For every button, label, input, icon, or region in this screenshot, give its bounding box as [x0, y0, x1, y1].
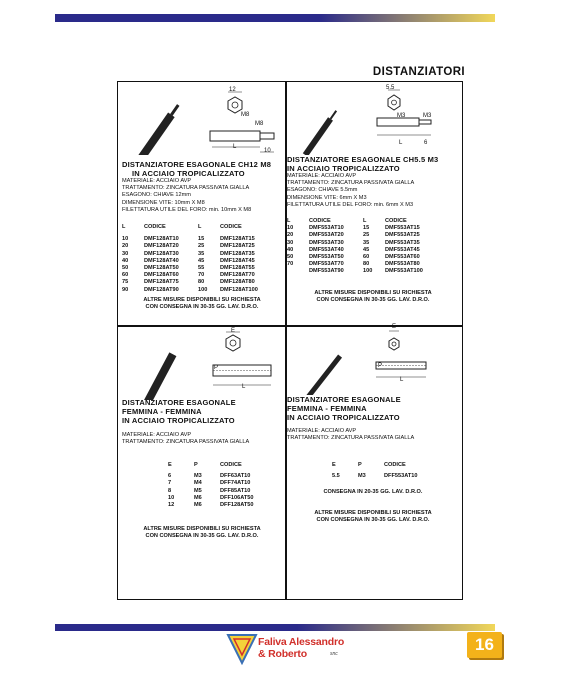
cell: 40 — [122, 257, 129, 264]
tr-code-table — [287, 218, 427, 276]
cell: DMF128AT100 — [220, 286, 258, 293]
br-title-line-3: IN ACCIAIO TROPICALIZZATO — [287, 413, 400, 422]
standoff-ch55-drawing — [292, 85, 457, 155]
table-row — [122, 272, 262, 279]
tr-dim-label-m3-side: M3 — [423, 113, 432, 119]
table-row — [287, 247, 427, 254]
br-code-table — [332, 462, 421, 480]
footer-decorative-bar — [55, 624, 495, 631]
cell: 8 — [168, 487, 172, 494]
table-row — [122, 265, 262, 272]
table-row — [287, 232, 427, 239]
cell: DFF106AT50 — [220, 494, 254, 501]
bl-note-line-2: CON CONSEGNA IN 30-35 GG. LAV. D.R.O. — [145, 533, 259, 539]
cell: 15 — [363, 225, 370, 232]
cell: 10 — [287, 225, 294, 232]
tr-meta-2: TRATTAMENTO: ZINCATURA PASSIVATA GIALLA — [287, 180, 415, 187]
table-row — [168, 473, 257, 480]
tl-dim-label-10: 10 — [264, 148, 271, 154]
cell: 75 — [122, 279, 129, 286]
tl-dim-label-l: L — [233, 144, 237, 150]
br-note-line-2: CON CONSEGNA IN 30-35 GG. LAV. D.R.O. — [316, 517, 430, 523]
tr-title-line-2: IN ACCIAIO TROPICALIZZATO — [287, 164, 400, 173]
cell: 60 — [363, 254, 370, 261]
cell: 10 — [122, 236, 129, 243]
tr-meta-4: DIMENSIONE VITE: 6mm X M3 — [287, 194, 367, 201]
table-row — [287, 240, 427, 247]
table-header-row — [168, 462, 257, 469]
cell: DMF128AT70 — [220, 272, 255, 279]
bl-meta-2: TRATTAMENTO: ZINCATURA PASSIVATA GIALLA — [122, 439, 250, 446]
table-row — [332, 473, 421, 480]
cell: DFF74AT10 — [220, 480, 251, 487]
cell: DMF553AT20 — [309, 232, 344, 239]
tr-meta-3: ESAGONO: CHIAVE 5.5mm — [287, 187, 358, 194]
cell: 100 — [198, 286, 208, 293]
cell: 90 — [122, 286, 129, 293]
table-row — [122, 243, 262, 250]
br-title-line-2: FEMMINA - FEMMINA — [287, 404, 367, 413]
cell: 40 — [287, 246, 294, 253]
cell: DMF128AT75 — [144, 279, 179, 286]
br-dim-label-e: E — [392, 324, 397, 330]
cell: 15 — [198, 236, 205, 243]
bl-title-line-3: IN ACCIAIO TROPICALIZZATO — [122, 416, 235, 425]
cell: DMF128AT45 — [220, 257, 255, 264]
br-extra-line — [287, 489, 459, 496]
br-meta-2: TRATTAMENTO: ZINCATURA PASSIVATA GIALLA — [287, 435, 415, 442]
table-row — [168, 495, 257, 502]
cell: DMF128AT20 — [144, 243, 179, 250]
table-row — [122, 287, 262, 294]
bl-code-table — [168, 462, 257, 509]
tl-dim-label-m8-top: M8 — [241, 112, 250, 118]
tl-dim-label-m8-side: M8 — [255, 121, 264, 127]
cell: DMF128AT10 — [144, 236, 179, 243]
tr-meta-1: MATERIALE: ACCIAIO AVP — [287, 173, 357, 179]
cell: DMF553AT100 — [385, 268, 423, 275]
br-note-line-1: ALTRE MISURE DISPONIBILI SU RICHIESTA — [314, 510, 432, 516]
cell: DFF553AT10 — [384, 473, 418, 480]
table-row — [168, 480, 257, 487]
col-header: CODICE — [220, 224, 242, 230]
cell: 10 — [168, 494, 175, 501]
company-logo-mark — [226, 633, 258, 665]
tl-title-line-2: IN ACCIAIO TROPICALIZZATO — [132, 169, 245, 178]
br-meta-1: MATERIALE: ACCIAIO AVP — [287, 428, 357, 434]
col-header: P — [358, 462, 362, 468]
bl-title-line-2: FEMMINA - FEMMINA — [122, 407, 202, 416]
col-header: L — [287, 218, 291, 224]
table-row — [287, 254, 427, 261]
tl-meta-1: MATERIALE: ACCIAIO AVP — [122, 178, 192, 184]
tr-meta-5: FILETTATURA UTILE DEL FORO: min. 6mm X M3 — [287, 201, 414, 208]
tr-dim-label-m3-top: M3 — [397, 113, 406, 119]
cell: 30 — [287, 239, 294, 246]
cell: 55 — [198, 265, 205, 272]
cell: DMF128AT60 — [144, 272, 179, 279]
tl-meta-3: ESAGONO: CHIAVE 12mm — [122, 192, 191, 199]
cell: DMF128AT40 — [144, 257, 179, 264]
table-row — [122, 258, 262, 265]
br-dim-label-l: L — [400, 377, 404, 383]
cell: DFF63AT10 — [220, 473, 251, 480]
col-header: E — [168, 462, 172, 468]
cell: 50 — [287, 254, 294, 261]
br-product-block — [287, 395, 459, 442]
cell: 6 — [168, 473, 172, 480]
cell: DMF128AT50 — [144, 265, 179, 272]
cell: DMF553AT10 — [309, 225, 344, 232]
cell: M5 — [194, 487, 202, 494]
cell: DMF128AT30 — [144, 250, 179, 257]
standoff-ff-drawing-left — [125, 330, 280, 400]
col-header: CODICE — [385, 218, 407, 224]
bl-meta-1: MATERIALE: ACCIAIO AVP — [122, 432, 192, 438]
br-extra-text: CONSEGNA IN 20-35 GG. LAV. D.R.O. — [323, 489, 423, 495]
bl-dim-label-p: P — [214, 365, 219, 371]
cell: M6 — [194, 502, 202, 509]
cell: 5.5 — [332, 473, 340, 480]
tl-product-block — [122, 160, 282, 214]
cell: 100 — [363, 268, 373, 275]
tl-meta-2: TRATTAMENTO: ZINCATURA PASSIVATA GIALLA — [122, 185, 250, 192]
table-row — [287, 268, 427, 275]
company-suffix: snc — [330, 651, 338, 657]
col-header: E — [332, 462, 336, 468]
cell: M3 — [358, 473, 366, 480]
cell: 20 — [122, 243, 129, 250]
tl-note-line-1: ALTRE MISURE DISPONIBILI SU RICHIESTA — [143, 297, 261, 303]
cell: 35 — [363, 239, 370, 246]
table-row — [122, 279, 262, 286]
cell: 45 — [363, 246, 370, 253]
cell: DMF553AT40 — [309, 246, 344, 253]
col-header: CODICE — [384, 462, 406, 468]
cell: DMF553AT25 — [385, 232, 420, 239]
table-row — [168, 488, 257, 495]
cell: DFF128AT50 — [220, 502, 254, 509]
cell: 80 — [363, 261, 370, 268]
col-header: P — [194, 462, 198, 468]
cell: DMF128AT15 — [220, 236, 255, 243]
cell: 12 — [168, 502, 175, 509]
standoff-ff-drawing-right — [292, 325, 457, 395]
tr-dim-label-6: 6 — [424, 140, 428, 146]
table-header-row — [122, 224, 262, 231]
cell: 70 — [198, 272, 205, 279]
cell: DMF553AT15 — [385, 225, 420, 232]
tl-availability-note — [122, 297, 282, 311]
cell: DMF553AT45 — [385, 246, 420, 253]
header-decorative-bar — [55, 14, 495, 22]
cell: DMF553AT30 — [309, 239, 344, 246]
br-availability-note — [287, 510, 459, 524]
br-dim-label-p: P — [378, 363, 383, 369]
tl-dim-label-ch: 12 — [229, 87, 236, 93]
cell: 80 — [198, 279, 205, 286]
table-header-row — [332, 462, 421, 469]
cell: 20 — [287, 232, 294, 239]
bl-availability-note — [122, 526, 282, 540]
tl-note-line-2: CON CONSEGNA IN 30-35 GG. LAV. D.R.O. — [145, 304, 259, 310]
cell: DMF553AT60 — [385, 254, 420, 261]
table-row — [122, 236, 262, 243]
cell — [287, 268, 309, 275]
col-header: L — [363, 218, 367, 224]
br-title-line-1: DISTANZIATORE ESAGONALE — [287, 395, 401, 404]
cell: DMF553AT90 — [309, 268, 344, 275]
tr-product-block — [287, 155, 459, 209]
tl-code-table — [122, 224, 262, 294]
bl-note-line-1: ALTRE MISURE DISPONIBILI SU RICHIESTA — [143, 526, 261, 532]
cell: DMF128AT35 — [220, 250, 255, 257]
col-header: CODICE — [309, 218, 331, 224]
tr-dim-label-l: L — [399, 140, 403, 146]
col-header: CODICE — [220, 462, 242, 468]
company-name-line-1: Faliva Alessandro — [258, 636, 345, 648]
cell: DMF553AT70 — [309, 261, 344, 268]
cell: 35 — [198, 250, 205, 257]
tr-title-line-1: DISTANZIATORE ESAGONALE CH5.5 M3 — [287, 155, 439, 164]
bl-product-block — [122, 398, 282, 446]
cell: 50 — [122, 265, 129, 272]
cell: DMF128AT80 — [220, 279, 255, 286]
cell: DMF553AT80 — [385, 261, 420, 268]
cell: DMF128AT25 — [220, 243, 255, 250]
tl-meta-5: FILETTATURA UTILE DEL FORO: min. 10mm X M8 — [122, 206, 252, 213]
bl-dim-label-l: L — [242, 384, 246, 390]
cell: 45 — [198, 257, 205, 264]
bl-title-line-1: DISTANZIATORE ESAGONALE — [122, 398, 236, 407]
cell: 70 — [287, 261, 294, 268]
cell: DMF128AT55 — [220, 265, 255, 272]
page-title: DISTANZIATORI — [372, 66, 465, 78]
bl-dim-label-e: E — [231, 328, 236, 334]
cell: DMF128AT90 — [144, 286, 179, 293]
cell: M3 — [194, 473, 202, 480]
tl-title-line-1: DISTANZIATORE ESAGONALE CH12 M8 — [122, 160, 272, 169]
cell: M4 — [194, 480, 202, 487]
table-row — [287, 261, 427, 268]
cell: 60 — [122, 272, 129, 279]
company-name-line-2: & Roberto — [258, 648, 307, 660]
cell: 30 — [122, 250, 129, 257]
table-row — [287, 225, 427, 232]
table-row — [168, 502, 257, 509]
cell: M6 — [194, 494, 202, 501]
cell: DFF85AT10 — [220, 487, 251, 494]
cell: 25 — [198, 243, 205, 250]
col-header: L — [122, 224, 126, 230]
tr-dim-label-ch: 5.5 — [386, 85, 395, 91]
tr-note-line-1: ALTRE MISURE DISPONIBILI SU RICHIESTA — [314, 290, 432, 296]
cell: DMF553AT50 — [309, 254, 344, 261]
tr-note-line-2: CON CONSEGNA IN 30-35 GG. LAV. D.R.O. — [316, 297, 430, 303]
table-header-row — [287, 218, 427, 225]
col-header: L — [198, 224, 202, 230]
page-number-badge: 16 — [467, 632, 502, 658]
col-header: CODICE — [144, 224, 166, 230]
tr-availability-note — [287, 290, 459, 304]
cell: 25 — [363, 232, 370, 239]
cell: DMF553AT35 — [385, 239, 420, 246]
cell: 7 — [168, 480, 172, 487]
tl-meta-4: DIMENSIONE VITE: 10mm X M8 — [122, 199, 205, 206]
table-row — [122, 251, 262, 258]
